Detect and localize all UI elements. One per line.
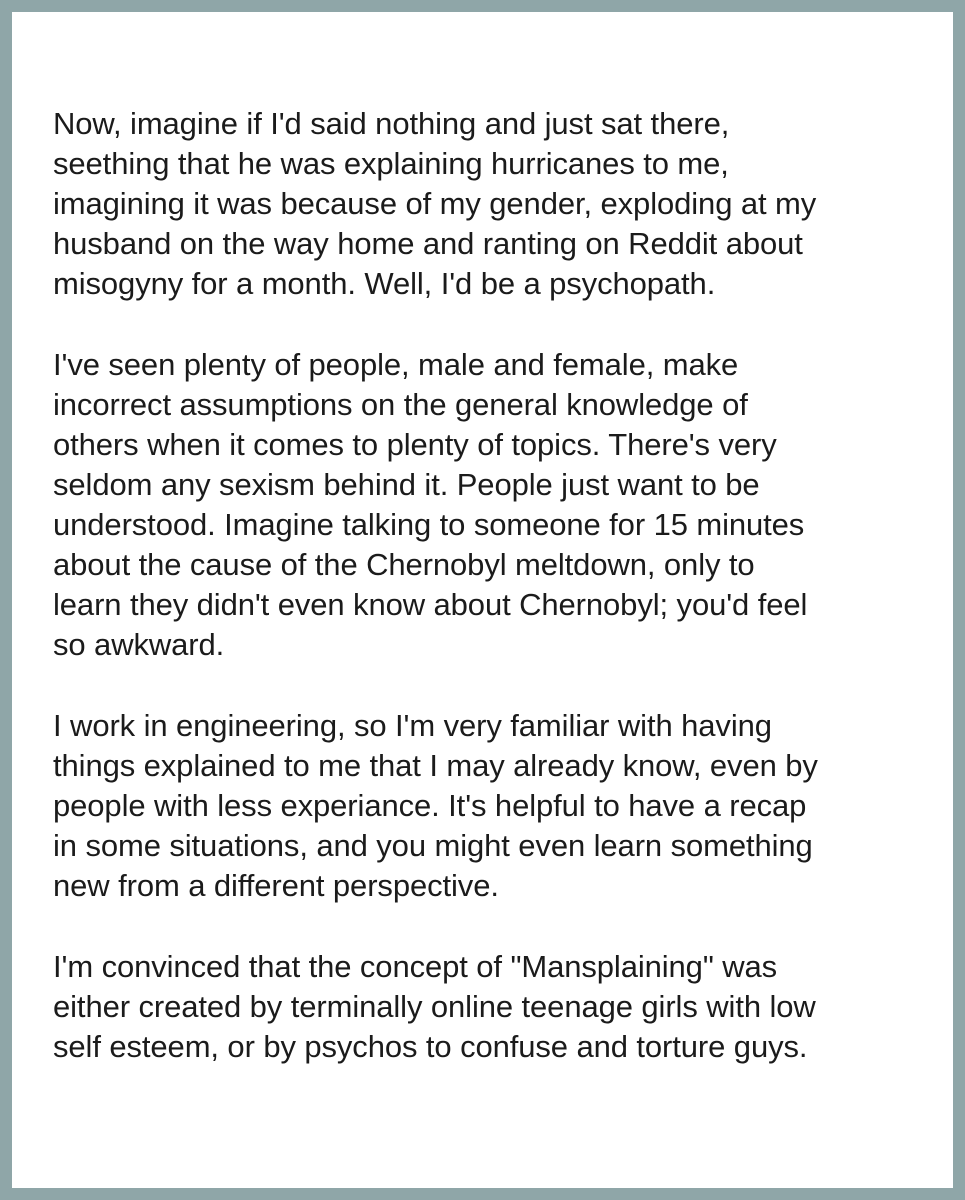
text-card: [12, 12, 953, 1188]
paragraph-2: I've seen plenty of people, male and female, make incorrect assumptions on the general knowledge of others when it comes to plenty of topics. There's very seldom any sexism behind it. People just want to be understood. Imagine talking to someone for 15 minutes about the cause of the Chernobyl meltdown, only to learn they didn't even know about Chernobyl; you'd feel so awkward.: [53, 347, 808, 662]
paragraph-3: I work in engineering, so I'm very familiar with having things explained to me that I may already know, even by people with less experiance. It's helpful to have a recap in some situations, and you might even learn something new from a different perspective.: [53, 708, 818, 903]
paragraph-1: Now, imagine if I'd said nothing and just sat there, seething that he was explaining hurricanes to me, imagining it was because of my gender, exploding at my husband on the way home and ranting on Reddit about misogyny for a month. Well, I'd be a psychopath.: [53, 106, 817, 301]
paragraph-4: I'm convinced that the concept of "Mansplaining" was either created by terminally online teenage girls with low self esteem, or by psychos to confuse and torture guys.: [53, 949, 816, 1064]
